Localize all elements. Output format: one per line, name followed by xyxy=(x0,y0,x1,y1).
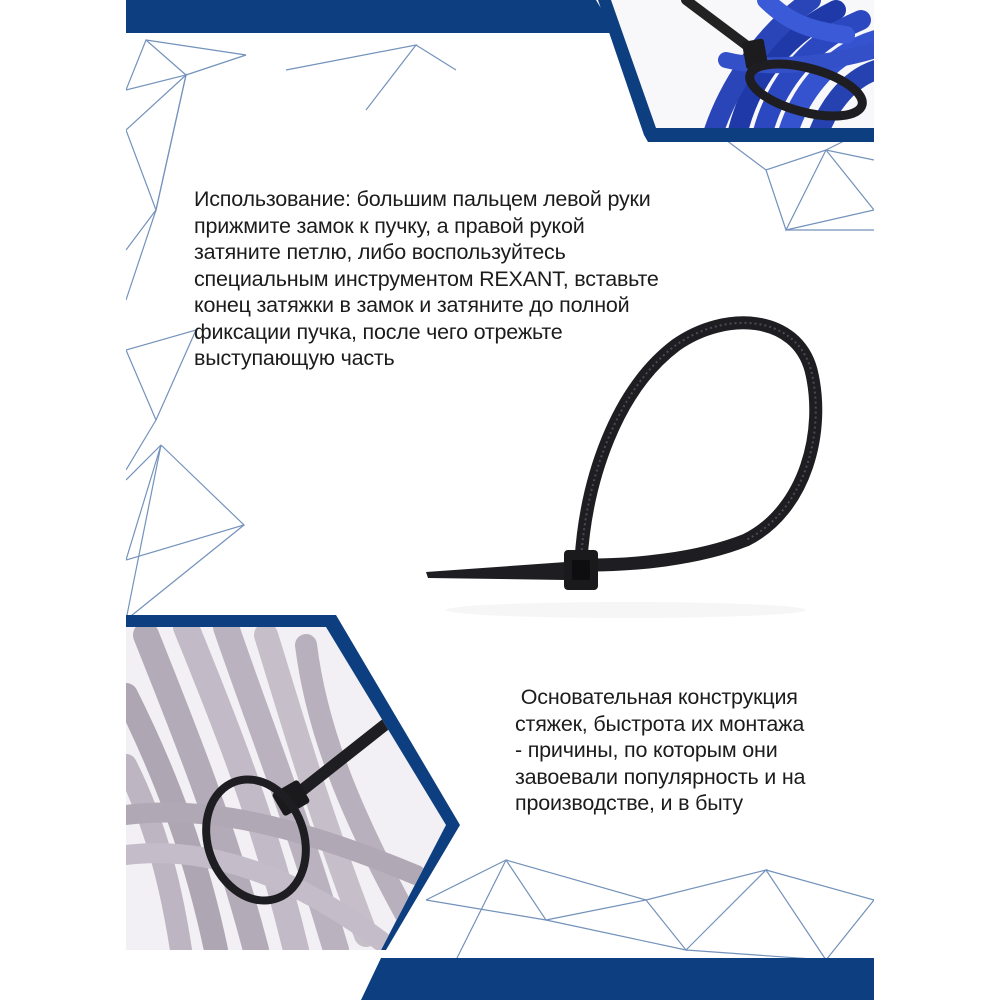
usage-line: конец затяжки в замок и затяните до полной xyxy=(194,293,630,317)
grey-cable-photo xyxy=(126,615,461,950)
usage-line: затяните петлю, либо воспользуйтесь xyxy=(194,240,566,264)
bottom-navy-band xyxy=(126,958,874,1000)
usage-line: прижмите замок к пучку, а правой рукой xyxy=(194,213,585,238)
usage-line: специальным инструментом REXANT, вставьте xyxy=(194,266,659,291)
product-card xyxy=(126,0,874,1000)
design-description xyxy=(515,684,805,817)
design-line: завоевали популярность и на xyxy=(515,764,806,789)
design-line: стяжек, быстрота их монтажа xyxy=(515,711,805,736)
design-line: производстве, и в быту xyxy=(515,791,743,815)
blue-cable-photo xyxy=(576,0,874,142)
design-line: Основательная конструкция xyxy=(515,685,798,709)
usage-line: фиксации пучка, после чего отрежьте xyxy=(194,319,563,344)
usage-line: выступающую часть xyxy=(194,346,395,370)
design-line: - причины, по которым они xyxy=(515,738,778,762)
usage-line: Использование: большим пальцем левой руки xyxy=(194,187,651,211)
usage-instructions xyxy=(194,186,659,372)
